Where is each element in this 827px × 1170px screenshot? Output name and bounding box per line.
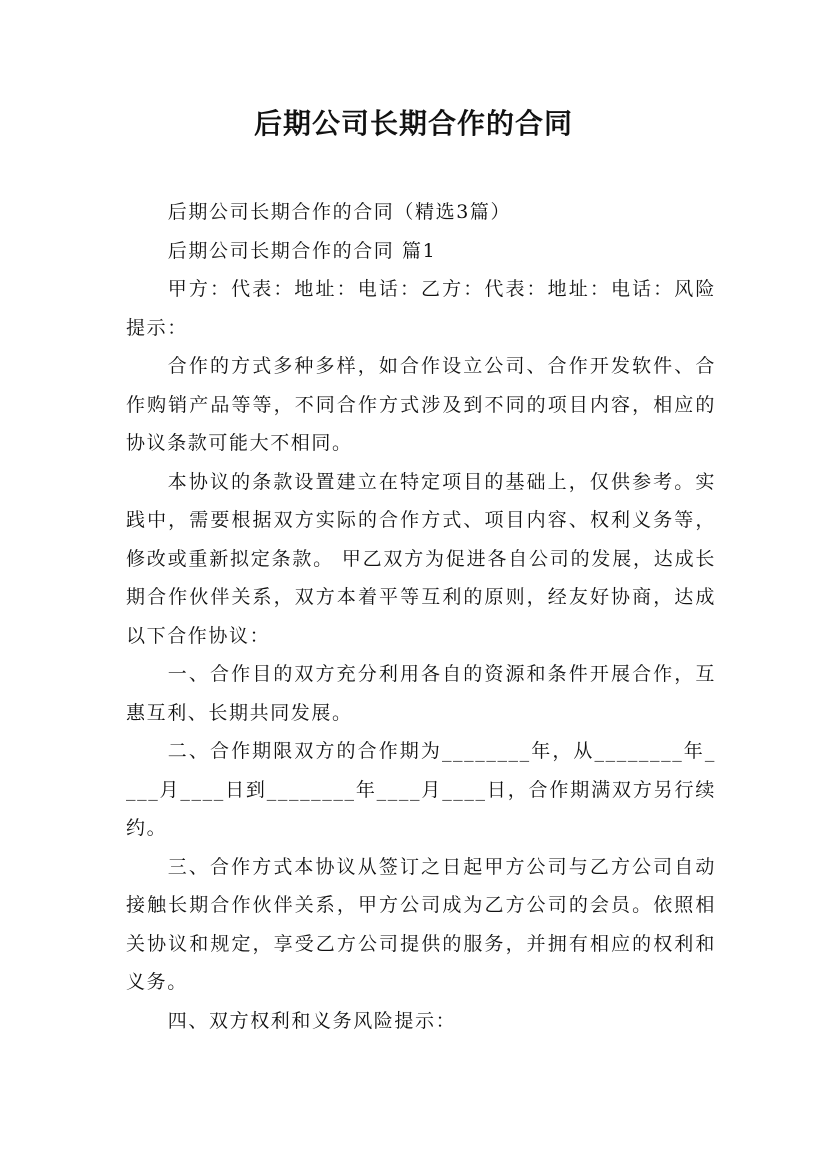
document-title: 后期公司长期合作的合同: [253, 107, 573, 140]
paragraph-cooperation-methods: 合作的方式多种多样，如合作设立公司、合作开发软件、合作购销产品等等，不同合作方式涉及到不同的项目内容，相应的协议条款可能大不相同。: [126, 355, 716, 454]
clause-4-rights-obligations: 四、双方权利和义务风险提示：: [167, 1009, 457, 1032]
clause-3-method: 三、合作方式本协议从签订之日起甲方公司与乙方公司自动接触长期合作伙伴关系，甲方公司成为乙方公司的会员。依照相关协议和规定，享受乙方公司提供的服务，并拥有相应的权利和义务。: [126, 855, 716, 993]
paragraph-parties: 甲方：代表：地址：电话：乙方：代表：地址：电话：风险提示：: [126, 278, 716, 339]
document-body: [126, 193, 716, 1040]
paragraph-selection-heading: 后期公司长期合作的合同（精选3篇）: [167, 201, 512, 223]
clause-1-purpose: 一、合作目的双方充分利用各自的资源和条件开展合作，互惠互利、长期共同发展。: [126, 663, 716, 724]
paragraph-part-heading: 后期公司长期合作的合同 篇1: [167, 239, 437, 262]
clause-2-term: 二、合作期限双方的合作期为________年，从________年____月____日到________年____月____日，合作期满双方另行续约。: [126, 740, 716, 839]
paragraph-preamble: 本协议的条款设置建立在特定项目的基础上，仅供参考。实践中，需要根据双方实际的合作方式、项目内容、权利义务等，修改或重新拟定条款。 甲乙双方为促进各自公司的发展，达成长期合作伙伴关系，双方本着平等互利的原则，经友好协商，达成以下合作协议：: [126, 470, 716, 647]
